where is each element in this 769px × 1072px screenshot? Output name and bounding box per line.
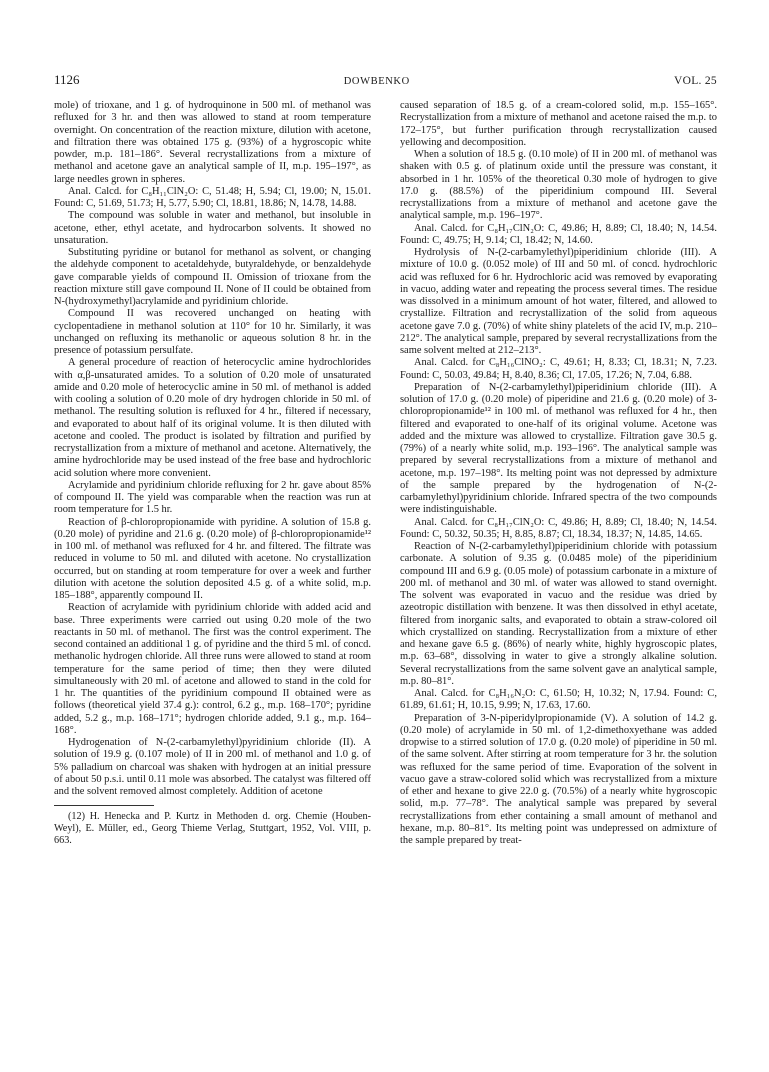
paragraph: Anal. Calcd. for C₈H₁₆N₂O: C, 61.50; H, 10.32; N, 17.94. Found: C, 61.89, 61.61; H, 10.15, 9.99; N, 17.63, 17.60. — [400, 688, 717, 712]
paragraph: Substituting pyridine or butanol for methanol as solvent, or changing the aldehyde component to acetaldehyde, butyraldehyde, or benzaldehyde gave comparable yields of compound II. Omission of trioxane from the reaction mixture still gave compound II. None of II could be obtained from N-(hydroxymethyl)acrylamide and pyridinium chloride. — [54, 247, 371, 307]
page-number: 1126 — [54, 72, 80, 87]
footnote-divider — [54, 805, 154, 806]
paragraph: When a solution of 18.5 g. (0.10 mole) of II in 200 ml. of methanol was shaken with 0.5 g. of platinum oxide until the pressure was constant, it absorbed in 1 hr. 105% of the theoretical 0.30 mole of hydrogen to give 17.0 g. (88.5%) of the piperidinium compound III. Several recrystallizations from a mixture of methanol and acetone gave the analytical sample, m.p. 196–197°. — [400, 149, 717, 222]
two-column-body — [54, 100, 717, 847]
paragraph: Reaction of acrylamide with pyridinium chloride with added acid and base. Three experiments were carried out using 0.20 mole of the two reactants in 50 ml. of methanol. The first was the control experiment. The second contained an additional 1 g. of pyridine and the third 5 ml. of concd. methanolic hydrogen chloride. All three runs were allowed to stand at room temperature for the same period of time; then they were diluted simultaneously with 20 ml. of acetone and allowed to stand in the cold for 1 hr. The quantities of the pyridinium compound II obtained were as follows (theoretical yield 37.4 g.): control, 6.2 g., m.p. 168–170°; pyridine added, 5.2 g., m.p. 168–171°; hydrogen chloride added, 9.1 g., m.p. 164–168°. — [54, 602, 371, 736]
paragraph: mole) of trioxane, and 1 g. of hydroquinone in 500 ml. of methanol was refluxed for 3 hr. and then was allowed to stand at room temperature overnight. On concentration of the reaction mixture, dilution with acetone, and filtration there was obtained 175 g. (93%) of a hygroscopic white powder, m.p. 181–186°. Several recrystallizations from a mixture of methanol and acetone gave an analytical sample of II, m.p. 195–197°, as large needles grown in spheres. — [54, 100, 371, 185]
right-column — [400, 100, 717, 847]
paragraph: Anal. Calcd. for C₈H₁₆ClNO₂: C, 49.61; H, 8.33; Cl, 18.31; N, 7.23. Found: C, 50.03, 49.84; H, 8.40, 8.36; Cl, 17.05, 17.26; N, 7.04, 6.88. — [400, 357, 717, 381]
footnote: (12) H. Henecka and P. Kurtz in Methoden d. org. Chemie (Houben-Weyl), E. Müller, ed., Georg Thieme Verlag, Stuttgart, 1952, Vol. VIII, p. 663. — [54, 811, 371, 847]
running-title: DOWBENKO — [343, 76, 410, 87]
paragraph: Hydrogenation of N-(2-carbamylethyl)pyridinium chloride (II). A solution of 19.9 g. (0.107 mole) of II in 200 ml. of methanol and 1.0 g. of 5% palladium on charcoal was shaken with hydrogen at an initial pressure of about 50 p.s.i. until 0.11 mole was absorbed. The catalyst was filtered off and the solvent removed almost completely. Addition of acetone — [54, 737, 371, 797]
paragraph: Compound II was recovered unchanged on heating with cyclopentadiene in methanol solution at 110° for 10 hr. Similarly, it was unchanged on refluxing its methanolic or aqueous solution 8 hr. in the presence of potassium persulfate. — [54, 308, 371, 356]
volume-label: VOL. 25 — [673, 75, 717, 87]
paragraph: Acrylamide and pyridinium chloride refluxing for 2 hr. gave about 85% of compound II. The yield was comparable when the reaction was run at room temperature for 1.5 hr. — [54, 479, 371, 516]
paragraph: Reaction of β-chloropropionamide with pyridine. A solution of 15.8 g. (0.20 mole) of pyridine and 21.6 g. (0.20 mole) of β-chloropropionamide¹² in 100 ml. of methanol was refluxed for 4 hr. and filtered. The filtrate was reduced in volume to 50 ml. and diluted with acetone. No crystallization occurred, but on standing at room temperature for over a week and further dilution with acetone the solution deposited 4.5 g. of a white solid, m.p. 185–188°, apparently compound II. — [54, 516, 371, 601]
paragraph: Hydrolysis of N-(2-carbamylethyl)piperidinium chloride (III). A mixture of 10.0 g. (0.052 mole) of III and 50 ml. of concd. hydrochloric acid was refluxed for 6 hr. Hydrochloric acid was removed by evaporating in vacuo, adding water and repeating the process several times. The residue was dissolved in a minimum amount of hot water, filtered, and allowed to crystallize. Filtration and recrystallization of the solid from aqueous acetone gave 7.0 g. (70%) of white shiny platelets of the acid IV, m.p. 210–212°. The analytical sample, prepared by several recrystallizations from the same solvent melted at 212–213°. — [400, 247, 717, 356]
left-column — [54, 100, 371, 847]
paragraph: Preparation of N-(2-carbamylethyl)piperidinium chloride (III). A solution of 17.0 g. (0.20 mole) of piperidine and 21.6 g. (0.20 mole) of 3-chloropropionamide¹² in 100 ml. of methanol was refluxed for 4 hr., then filtered and evaporated to one-half of its original volume. Acetone was added and the mixture was allowed to crystallize. Filtration gave 30.5 g. (79%) of a nearly white solid, m.p. 193–196°. The analytical sample was prepared by several recrystallizations from a mixture of methanol and acetone, m.p. 197–198°. Its melting point was not depressed by admixture of the sample prepared by the hydrogenation of N-(2-carbamylethyl)pyridinium chloride. Infrared spectra of the two compounds were indistinguishable. — [400, 381, 717, 516]
running-header — [54, 72, 717, 96]
paragraph: Anal. Calcd. for C₈H₁₁ClN₂O: C, 51.48; H, 5.94; Cl, 19.00; N, 15.01. Found: C, 51.69, 51.73; H, 5.77, 5.90; Cl, 18.81, 18.86; N, 14.78, 14.88. — [54, 185, 371, 209]
paragraph: Anal. Calcd. for C₈H₁₇ClN₂O: C, 49.86; H, 8.89; Cl, 18.40; N, 14.54. Found: C, 49.75; H, 9.14; Cl, 18.42; N, 14.60. — [400, 222, 717, 246]
paragraph: Reaction of N-(2-carbamylethyl)piperidinium chloride with potassium carbonate. A solution of 9.35 g. (0.0485 mole) of the piperidinium compound III and 6.9 g. (0.05 mole) of potassium carbonate in a mixture of 200 ml. of methanol and 30 ml. of water was allowed to stand overnight. The solvent was evaporated in vacuo and the residue was dried by azeotropic distillation with benzene. It was then dissolved in ethyl acetate, filtered from inorganic salts, and evaporated to obtain a straw-colored oil which crystallized on standing. Recrystallization from a mixture of ether and hexane gave 6.5 g. (86%) of nearly white, highly hygroscopic plates, m.p. 63–68°, dissolving in water to give a strongly alkaline solution. Several recrystallizations from the same solvent gave an analytical sample, m.p. 80–81°. — [400, 541, 717, 687]
paragraph: A general procedure of reaction of heterocyclic amine hydrochlorides with α,β-unsaturated amides. To a solution of 0.20 mole of unsaturated amide and 0.20 mole of heterocyclic amine in 50 ml. of methanol is added with cooling a solution of 0.20 mole of dry hydrogen chloride in 50 ml. of methanol. The resulting solution is refluxed for 4 hr., filtered if necessary, and evaporated to about half of its original volume. It is then diluted with acetone and cooled. The product is isolated by filtration and purified by recrystallization from a mixture of methanol and acetone. Alternatively, the amine hydrochloride may be used instead of the free base and hydrochloric acid solution where more convenient. — [54, 357, 371, 479]
paragraph: The compound was soluble in water and methanol, but insoluble in acetone, ether, ethyl acetate, and hydrocarbon solvents. It showed no unsaturation. — [54, 210, 371, 246]
paragraph: Anal. Calcd. for C₈H₁₇ClN₂O: C, 49.86; H, 8.89; Cl, 18.40; N, 14.54. Found: C, 50.32, 50.35; H, 8.85, 8.87; Cl, 18.34, 18.37; N, 14.85, 14.65. — [400, 516, 717, 540]
paragraph: caused separation of 18.5 g. of a cream-colored solid, m.p. 155–165°. Recrystallization from a mixture of methanol and acetone raised the m.p. to 172–175°, but further purification through recrystallization caused yellowing and decomposition. — [400, 100, 717, 148]
paragraph: Preparation of 3-N-piperidylpropionamide (V). A solution of 14.2 g. (0.20 mole) of acrylamide in 50 ml. of 1,2-dimethoxyethane was added dropwise to a stirred solution of 17.0 g. (0.20 mole) of piperidine in 50 ml. of the same solvent. After stirring at room temperature for 3 hr. the solution was refluxed for the same period of time. Evaporation of the solvent in vacuo gave a straw-colored solid which was recrystallized from a mixture of ether and hexane to give 22.0 g. (70.5%) of a nearly white hygroscopic solid, m.p. 77–78°. The analytical sample was prepared by several recrystallizations from ether containing a small amount of methanol and hexane, m.p. 80–81°. Its melting point was undepressed on admixture of the sample prepared by treat- — [400, 712, 717, 846]
